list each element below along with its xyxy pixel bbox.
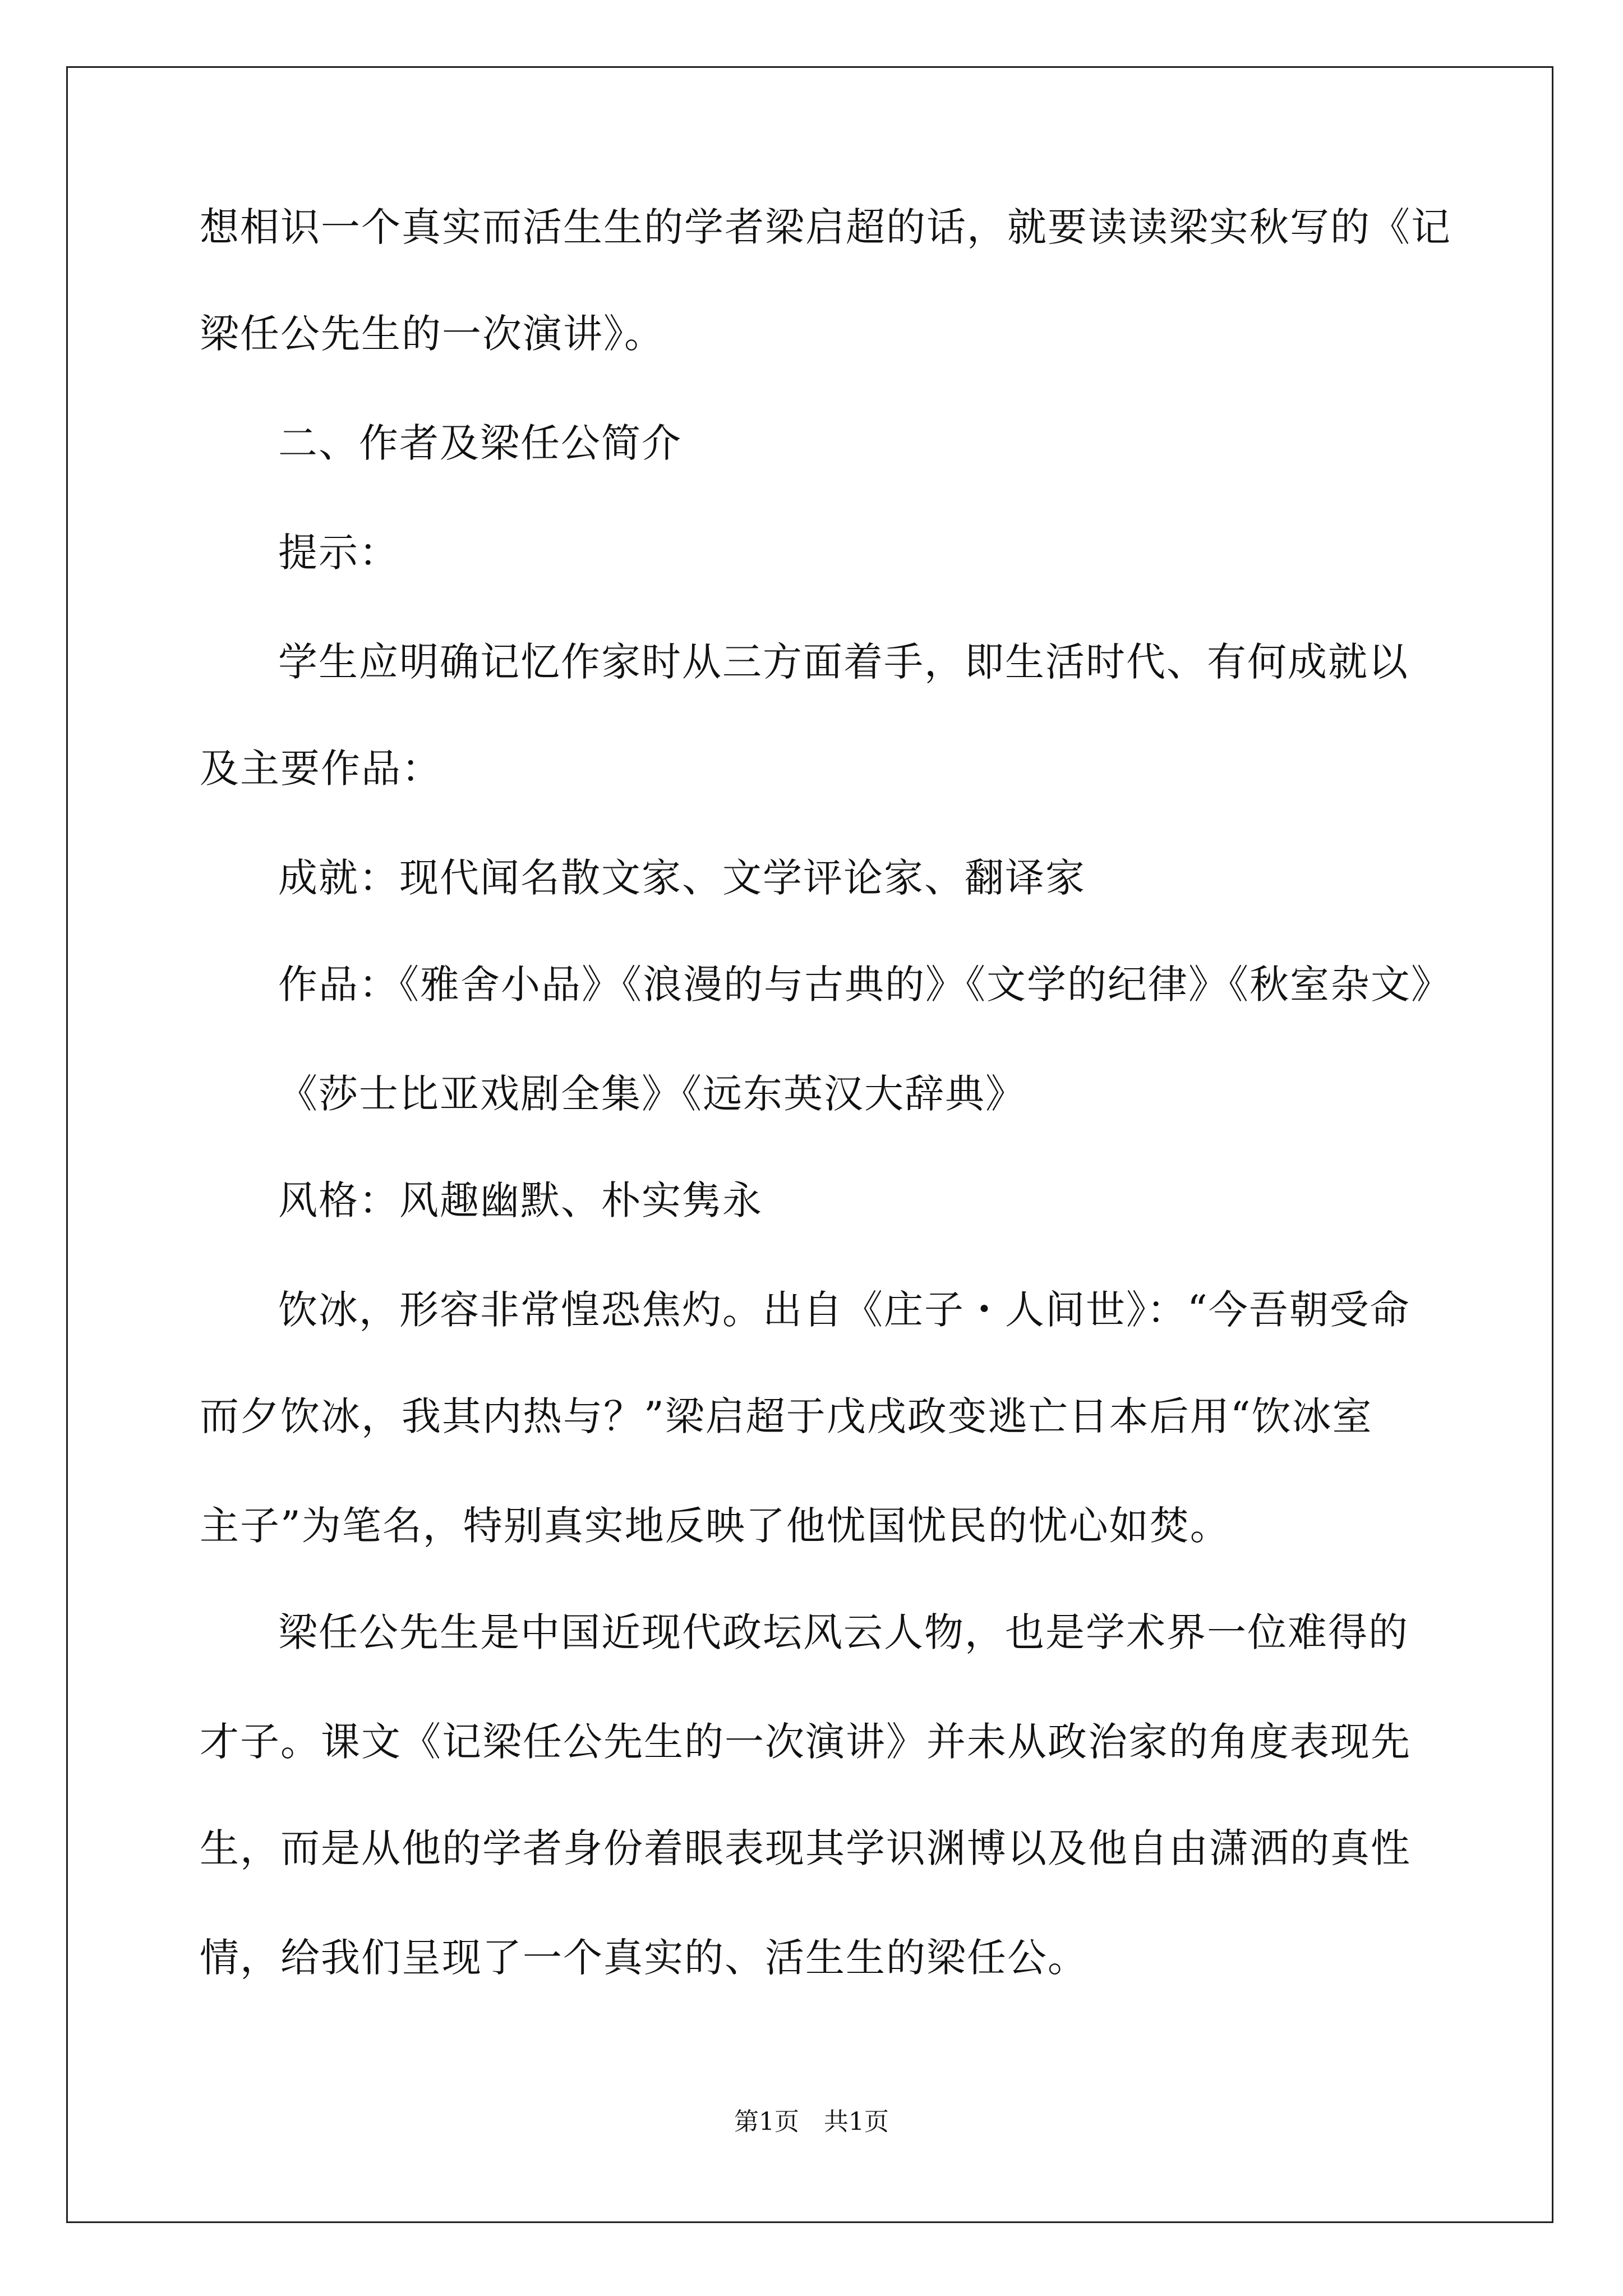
text-line: 梁任公先生的一次演讲》。 — [200, 311, 665, 357]
text-line: 才子。课文《记梁任公先生的一次演讲》并未从政治家的角度表现先 — [200, 1719, 1411, 1765]
text-line: 生，而是从他的学者身份着眼表现其学识渊博以及他自由潇洒的真性 — [200, 1825, 1411, 1871]
text-line: 提示： — [278, 530, 399, 576]
text-line: 而夕饮冰，我其内热与？”梁启超于戊戌政变逃亡日本后用“饮冰室 — [200, 1393, 1373, 1439]
text-line: 梁任公先生是中国近现代政坛风云人物，也是学术界一位难得的 — [278, 1609, 1409, 1655]
page-footer: 第1页 共1页 — [734, 2108, 889, 2136]
page-border — [66, 66, 1553, 2223]
text-line: 成就：现代闻名散文家、文学评论家、翻译家 — [278, 855, 1086, 901]
text-line: 作品：《雅舍小品》《浪漫的与古典的》《文学的纪律》《秋室杂文》 — [278, 961, 1451, 1007]
text-line: 《莎士比亚戏剧全集》《远东英汉大辞典》 — [278, 1071, 1026, 1117]
text-line: 想相识一个真实而活生生的学者梁启超的话，就要读读梁实秋写的《记 — [200, 204, 1451, 250]
section-heading: 二、作者及梁任公简介 — [278, 420, 682, 466]
text-line: 风格：风趣幽默、朴实隽永 — [278, 1177, 763, 1223]
text-line: 情，给我们呈现了一个真实的、活生生的梁任公。 — [200, 1935, 1088, 1981]
text-line: 及主要作品： — [200, 746, 442, 792]
text-line: 饮冰，形容非常惶恐焦灼。出自《庄子・人间世》：“今吾朝受命 — [278, 1287, 1410, 1333]
text-line: 主子”为笔名，特别真实地反映了他忧国忧民的忧心如焚。 — [200, 1503, 1230, 1549]
text-line: 学生应明确记忆作家时从三方面着手，即生活时代、有何成就以 — [278, 639, 1409, 685]
